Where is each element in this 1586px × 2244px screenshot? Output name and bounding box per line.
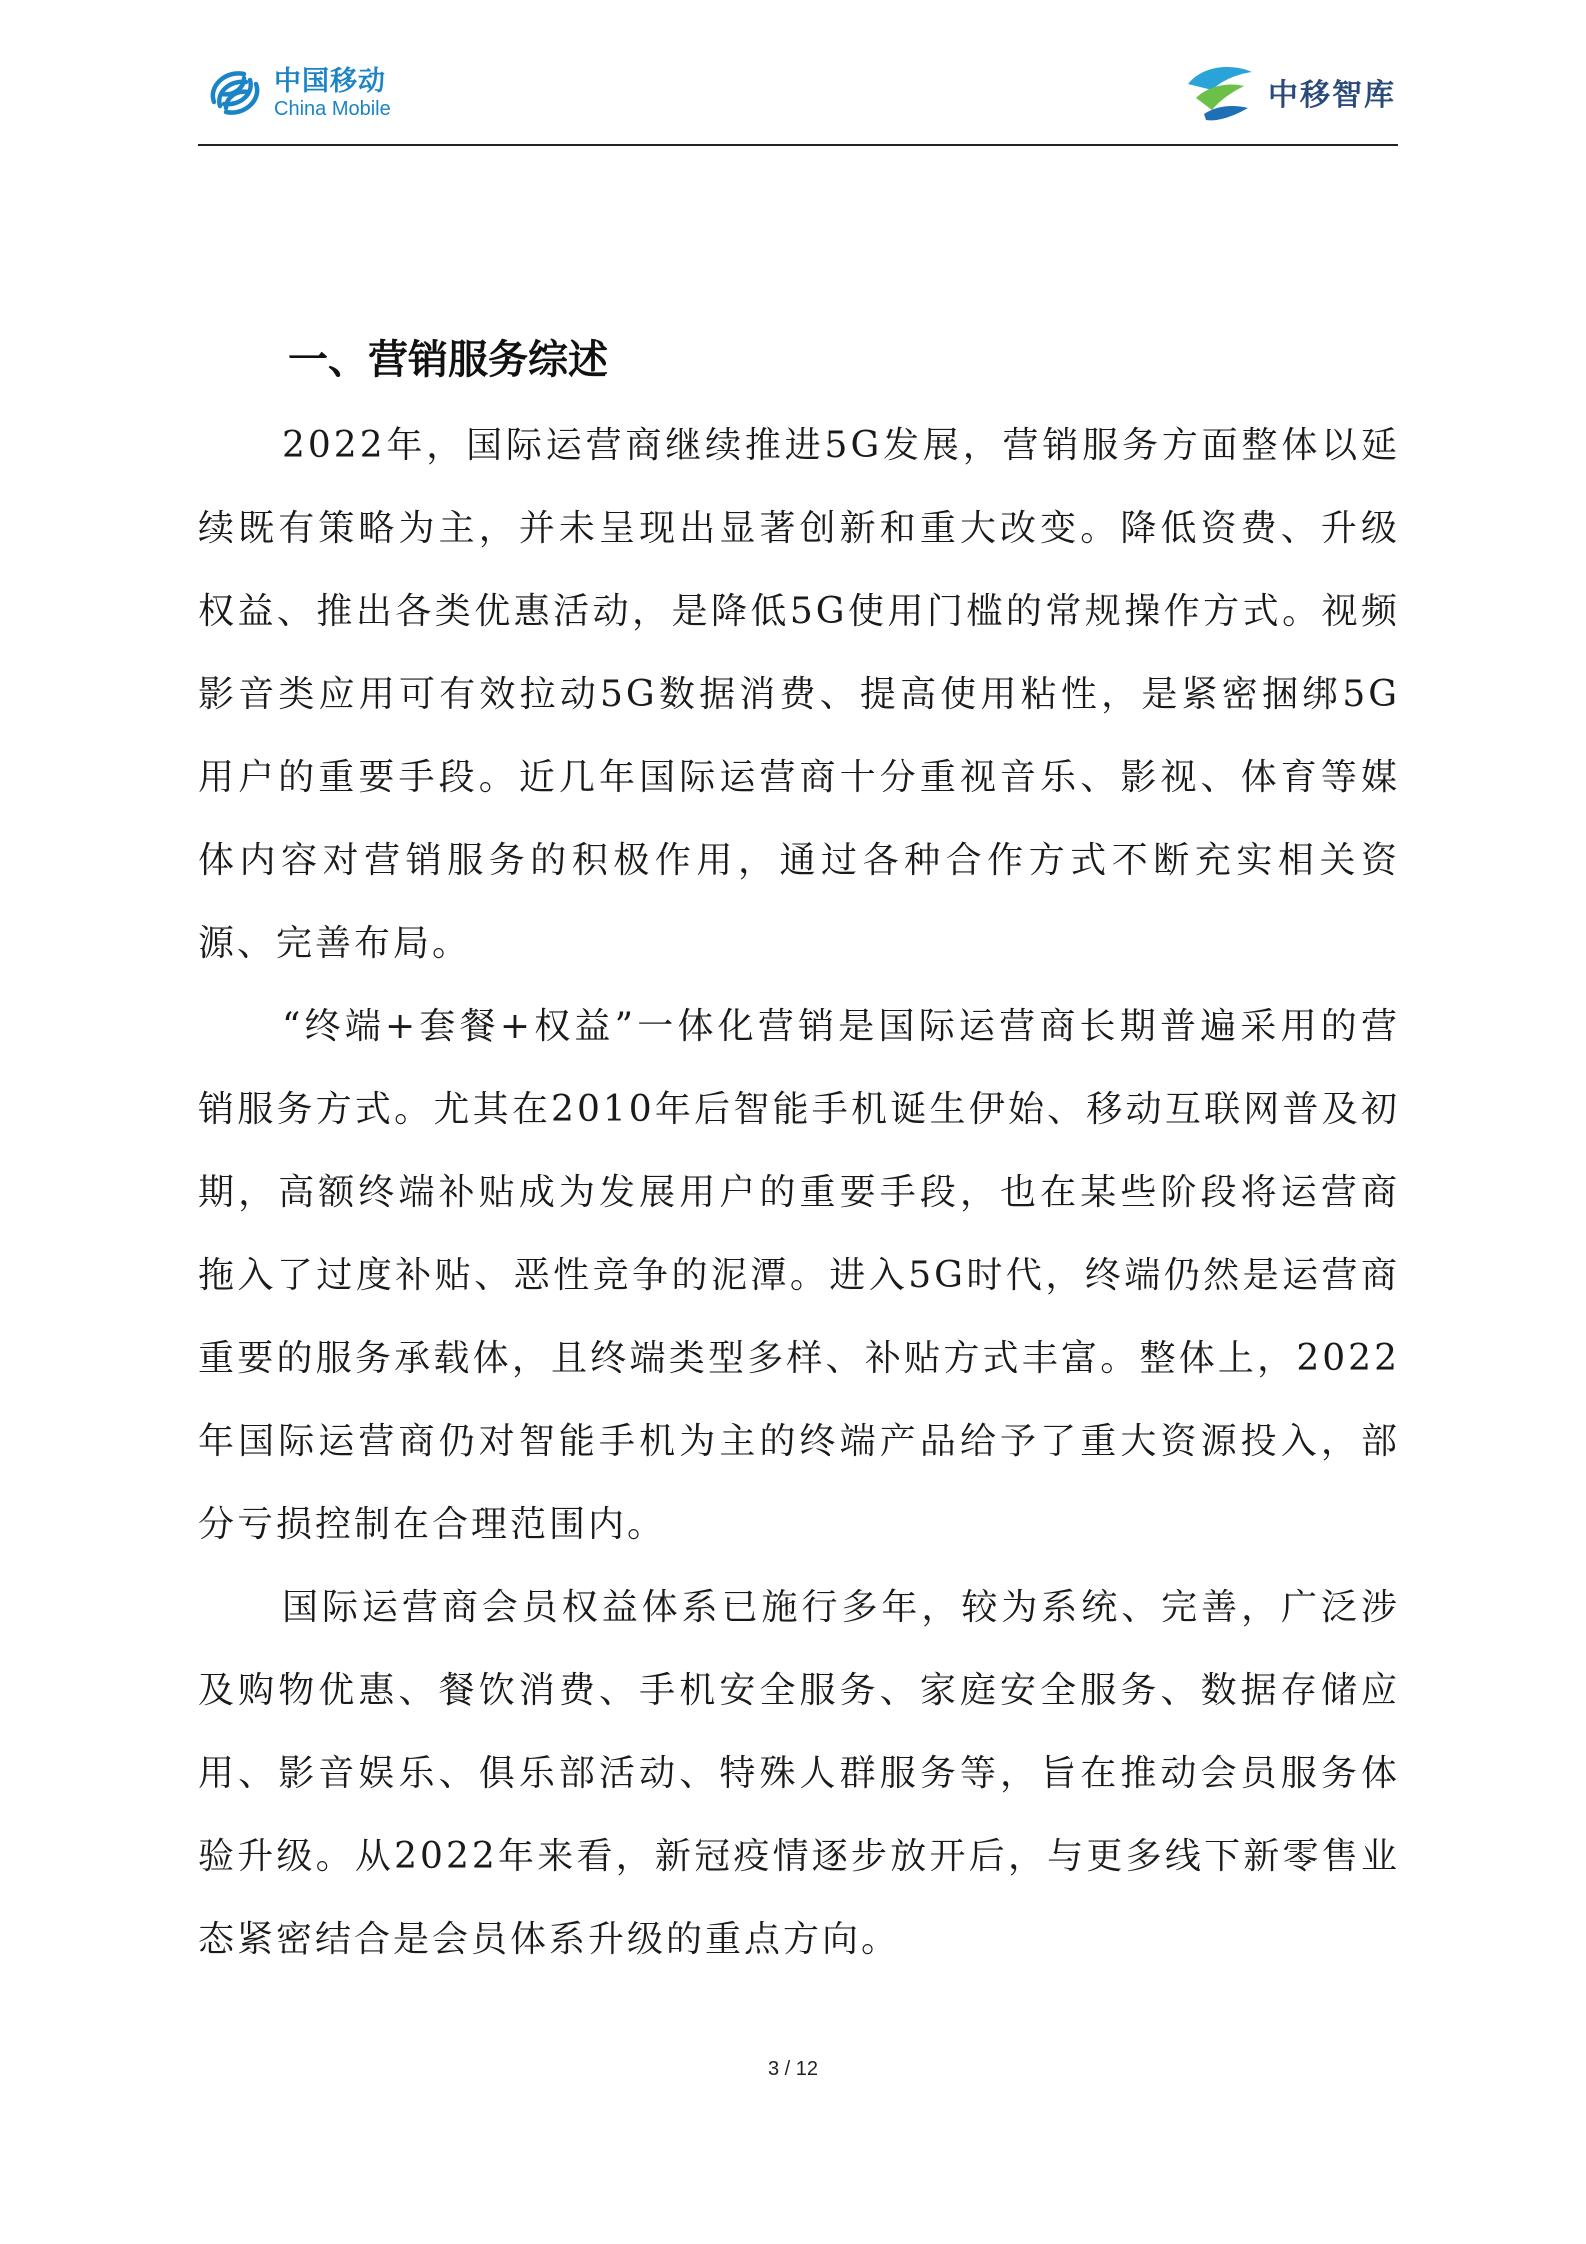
zhongyi-zhiku-logo-icon xyxy=(1182,60,1258,124)
header-divider xyxy=(198,144,1398,146)
china-mobile-cn-name: 中国移动 xyxy=(274,65,386,97)
section-heading: 一、营销服务综述 xyxy=(288,337,608,383)
paragraph-3: 国际运营商会员权益体系已施行多年，较为系统、完善，广泛涉及购物优惠、餐饮消费、手机安全服务、家庭安全服务、数据存储应用、影音娱乐、俱乐部活动、特殊人群服务等，旨在推动会员服务体验升级。从2022年来看，新冠疫情逐步放开后，与更多线下新零售业态紧密结合是会员体系升级的重点方向。 xyxy=(198,1587,1400,1960)
page-number: 3 / 12 xyxy=(767,2058,819,2080)
page-header xyxy=(198,56,1398,146)
china-mobile-logo xyxy=(204,62,391,124)
paragraph-2: “终端+套餐+权益”一体化营销是国际运营商长期普遍采用的营销服务方式。尤其在2010年后智能手机诞生伊始、移动互联网普及初期，高额终端补贴成为发展用户的重要手段，也在某些阶段将运营商拖入了过度补贴、恶性竞争的泥潭。进入5G时代，终端仍然是运营商重要的服务承载体，且终端类型多样、补贴方式丰富。整体上，2022年国际运营商仍对智能手机为主的终端产品给予了重大资源投入，部分亏损控制在合理范围内。 xyxy=(198,1006,1400,1545)
zhongyi-zhiku-name: 中移智库 xyxy=(1268,78,1396,113)
zhongyi-zhiku-logo xyxy=(1182,60,1396,124)
china-mobile-en-name: China Mobile xyxy=(274,97,391,120)
main-content xyxy=(198,320,1400,1981)
paragraph-1: 2022年，国际运营商继续推进5G发展，营销服务方面整体以延续既有策略为主，并未呈现出显著创新和重大改变。降低资费、升级权益、推出各类优惠活动，是降低5G使用门槛的常规操作方式。视频影音类应用可有效拉动5G数据消费、提高使用粘性，是紧密捆绑5G用户的重要手段。近几年国际运营商十分重视音乐、影视、体育等媒体内容对营销服务的积极作用，通过各种合作方式不断充实相关资源、完善布局。 xyxy=(198,425,1400,964)
china-mobile-logo-icon xyxy=(204,62,266,124)
